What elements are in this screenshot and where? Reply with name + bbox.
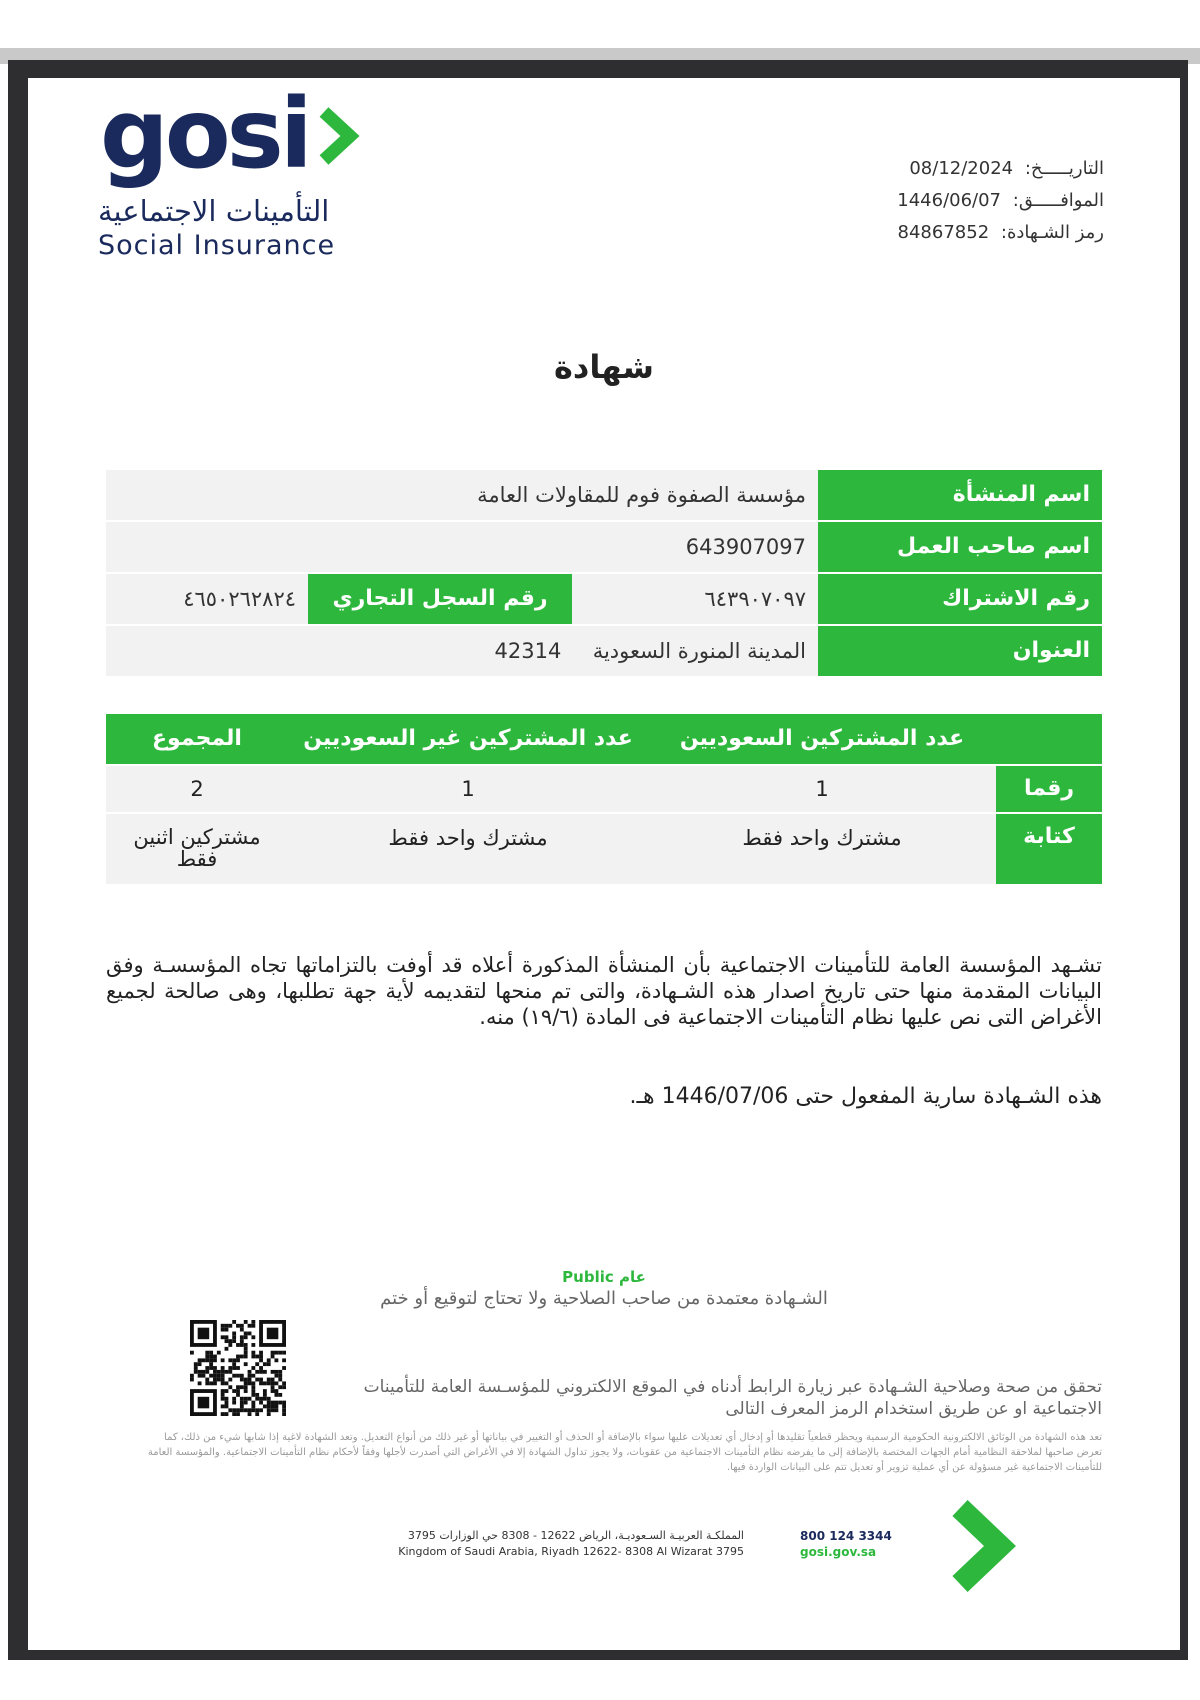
classification-label: Public عام: [562, 1268, 646, 1286]
issue-date-value: 08/12/2024: [909, 158, 1014, 179]
logo-wordmark: gosi: [100, 78, 309, 190]
legal-fine-print: تعد هذه الشهادة من الوثائق الالكترونية الحكومية الرسمية ويحظر قطعياً تقليدها أو إدخال أي تعديلات عليها سواء بالإضافة أو الحذف أو التغيير في بياناتها أو غير ذلك من أنواع التعديل. وتعد الشهادة لاغية إذا شابها شيء من ذلك، كما تعرض صاحبها لملاحقة النظامية أمام الجهات المختصة بالإضافة إلى ما يفرضه نظام التأمينات الاجتماعية من عقوبات، ولا يجوز تداول الشهادة إلا في الأغراض التي أصدرت لأجلها وفقاً لأحكام نظام التأمينات الاجتماعية. والمؤسسة العامة للتأمينات الاجتماعية غير مسؤولة عن أي عملية تزوير أو تعديل تتم على البيانات الواردة فيها.: [147, 1432, 1102, 1473]
footer-contact: [800, 1528, 892, 1560]
website-link[interactable]: gosi.gov.sa: [800, 1545, 877, 1559]
employer-value: 643907097: [685, 535, 806, 559]
hijri-date-label: الموافـــــق:: [1012, 190, 1104, 211]
info-row-address: [106, 626, 1102, 678]
issue-date-label: التاريـــــخ:: [1024, 158, 1104, 179]
digits-saudi: 1: [815, 777, 829, 801]
establishment-info-table: [106, 470, 1102, 678]
qr-code-icon: [190, 1320, 286, 1416]
counts-digits-row: [106, 766, 1102, 814]
header-non-saudi-subscribers: عدد المشتركين غير السعوديين: [303, 726, 633, 751]
employer-label: اسم صاحب العمل: [818, 522, 1102, 572]
issue-date-row: [764, 158, 1104, 179]
certificate-code-row: [764, 222, 1104, 243]
words-non-saudi: مشترك واحد فقط: [388, 826, 548, 850]
footer-chevron-icon: [948, 1498, 1018, 1594]
address-label: العنوان: [818, 626, 1102, 676]
commercial-register-label: رقم السجل التجاري: [308, 574, 572, 624]
certificate-body-text: تشـهد المؤسسة العامة للتأمينات الاجتماعية بأن المنشأة المذكورة أعلاه قد أوفت بالتزاماتها تجاه المؤسسـة وفق البيانات المقدمة منها حتى تاريخ اصدار هذه الشـهادة، والتى تم منحها لتقديمه لأية جهة تطلبها، وهى صالحة لجميع الأغراض التى نص عليها نظام التأمينات الاجتماعية فى المادة (١٩/٦) منه.: [106, 953, 1102, 1029]
subscription-label: رقم الاشتراك: [818, 574, 1102, 624]
digits-non-saudi: 1: [461, 777, 475, 801]
words-total: مشتركين اثنين فقط: [133, 825, 261, 871]
address-english: Kingdom of Saudi Arabia, Riyadh 12622- 8308 Al Wizarat 3795: [398, 1545, 744, 1558]
logo-arabic-text: التأمينات الاجتماعية: [98, 194, 330, 228]
logo-english-text: Social Insurance: [98, 230, 336, 261]
footer-address: [344, 1528, 744, 1560]
approval-note: الشـهادة معتمدة من صاحب الصلاحية ولا تحتاج لتوقيع أو ختم: [380, 1288, 828, 1309]
words-row-label: كتابة: [996, 814, 1102, 884]
logo-chevron-icon: [316, 104, 360, 168]
header-saudi-subscribers: عدد المشتركين السعوديين: [679, 726, 965, 751]
hijri-date-value: 1446/06/07: [897, 190, 1002, 211]
address-city: المدينة المنورة السعودية: [592, 639, 806, 663]
info-row-subscription: [106, 574, 1102, 626]
digits-row-label: رقما: [996, 766, 1102, 812]
validity-text: هذه الشـهادة سارية المفعول حتى: [795, 1084, 1102, 1109]
establishment-value: مؤسسة الصفوة فوم للمقاولات العامة: [477, 483, 806, 507]
verification-instructions: تحقق من صحة وصلاحية الشـهادة عبر زيارة الرابط أدناه في الموقع الالكتروني للمؤسـسة العامة للتأمينات الاجتماعية او عن طريق استخدام الرمز المعرف التالى: [363, 1377, 1102, 1419]
page-title: شهادة: [554, 348, 654, 386]
commercial-register-value: ٤٦٥٠٢٦٢٨٢٤: [183, 587, 296, 611]
certificate-code-value: 84867852: [897, 222, 990, 243]
address-arabic: المملكـة العربيـة السـعوديـة، الرياض 12622 - 8308 حي الوزارات 3795: [407, 1529, 744, 1542]
counts-header-row: [106, 714, 1102, 766]
certificate-page: [28, 78, 1180, 1650]
contact-phone: 800 124 3344: [800, 1529, 892, 1543]
validity-date: 1446/07/06: [661, 1084, 789, 1109]
info-row-employer: [106, 522, 1102, 574]
hijri-date-row: [764, 190, 1104, 211]
subscription-value: ٦٤٣٩٠٧٠٩٧: [704, 587, 806, 611]
header-total: المجموع: [152, 726, 242, 751]
info-row-establishment: [106, 470, 1102, 522]
words-saudi: مشترك واحد فقط: [742, 826, 902, 850]
validity-suffix: هـ.: [629, 1084, 655, 1109]
address-postal-code: 42314: [494, 639, 562, 663]
counts-words-row: [106, 814, 1102, 886]
certificate-code-label: رمز الشـهادة:: [1000, 222, 1104, 243]
address-value: [495, 626, 806, 676]
subscribers-count-table: [106, 714, 1102, 886]
validity-statement: [630, 1084, 1102, 1109]
digits-total: 2: [190, 777, 204, 801]
establishment-label: اسم المنشأة: [818, 470, 1102, 520]
